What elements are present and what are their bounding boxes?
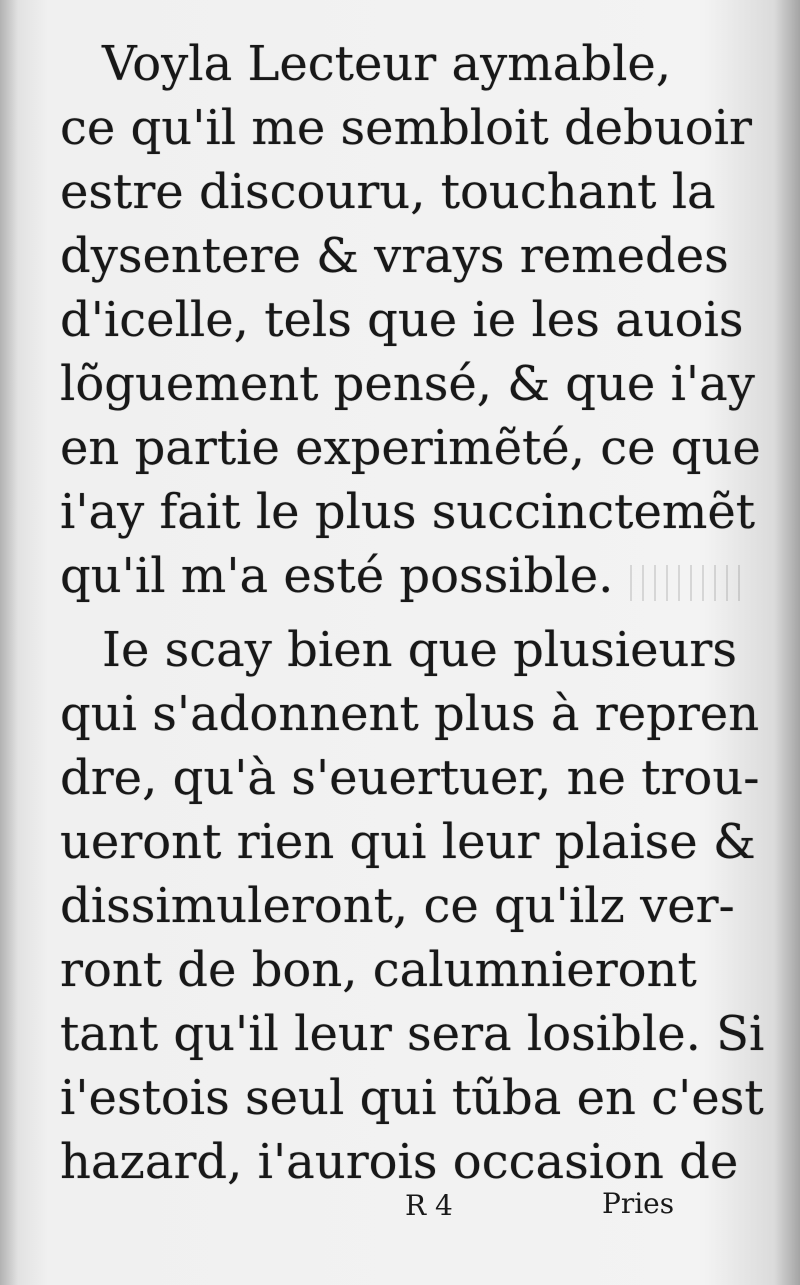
paragraph-1-line-7: en partie experimẽté, ce que: [60, 420, 761, 476]
paragraph-1-line-9: qu'il m'a esté possible.: [60, 548, 614, 604]
paragraph-2-line-1: Ie scay bien que plusieurs: [102, 622, 737, 678]
page-text: [60, 32, 765, 1194]
paragraph-2-line-8: i'estois seul qui tũba en c'est: [60, 1070, 764, 1126]
paragraph-2-line-3: dre, qu'à s'euertuer, ne trou-: [60, 750, 760, 806]
paragraph-2-line-4: ueront rien qui leur plaise &: [60, 814, 756, 870]
signature-mark: R 4: [405, 1189, 453, 1222]
paragraph-1-line-3: estre discouru, touchant la: [60, 164, 716, 220]
paragraph-2-line-2: qui s'adonnent plus à repren: [60, 686, 760, 742]
paragraph-1-line-5: d'icelle, tels que ie les auois: [60, 292, 744, 348]
right-page-shadow: [774, 0, 800, 1285]
paragraph-1-line-1: Voyla Lecteur aymable,: [102, 36, 672, 92]
paragraph-2-line-6: ront de bon, calumnieront: [60, 942, 697, 998]
catchword: Pries: [602, 1187, 675, 1220]
paragraph-2-line-9: hazard, i'aurois occasion de: [60, 1134, 739, 1190]
paragraph-2-line-5: dissimuleront, ce qu'ilz ver-: [60, 878, 735, 934]
paragraph-2-line-7: tant qu'il leur sera losible. Si: [60, 1006, 765, 1062]
paragraph-gap: [60, 608, 700, 618]
paragraph-1-line-8: i'ay fait le plus succinctemẽt: [60, 484, 756, 540]
paragraph-1-line-6: lõguement pensé, & que i'ay: [60, 356, 755, 412]
paragraph-1-line-4: dysentere & vrays remedes: [60, 228, 729, 284]
left-page-shadow: [0, 0, 18, 1285]
paragraph-1-line-2: ce qu'il me sembloit debuoir: [60, 100, 752, 156]
